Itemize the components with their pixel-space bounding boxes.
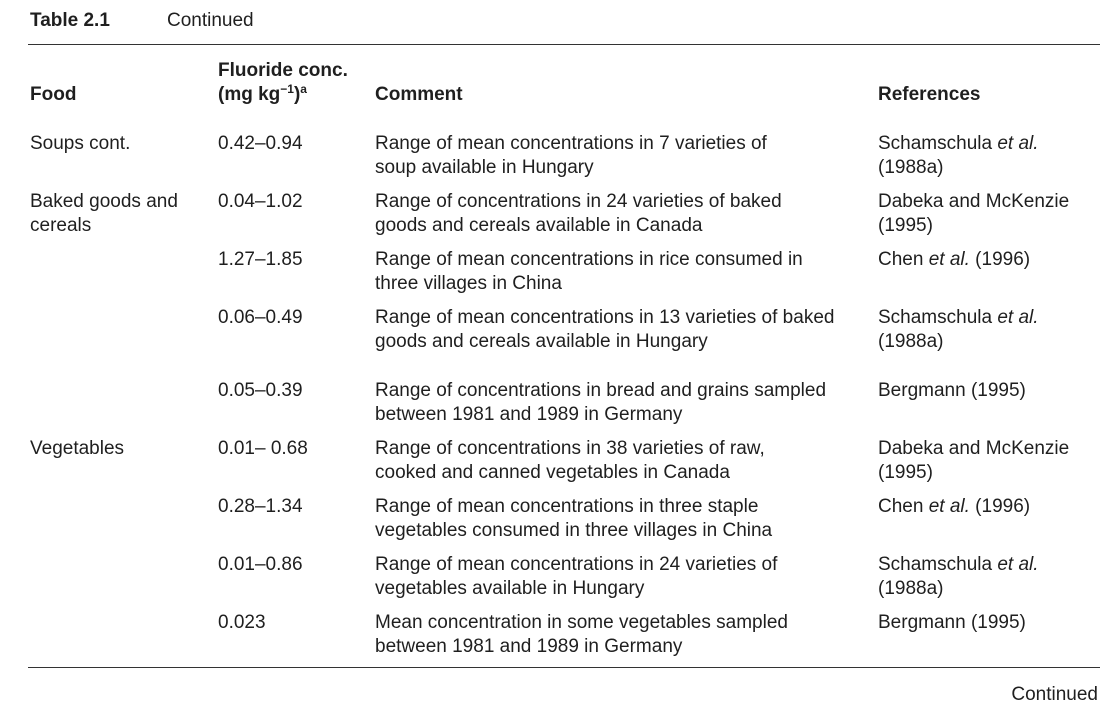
row-conc: 0.04–1.02 [218, 191, 303, 212]
comment-line: goods and cereals available in Hungary [375, 331, 708, 352]
comment-line: three villages in China [375, 273, 562, 294]
reference-year: (1996) [969, 249, 1031, 270]
reference-line [878, 248, 1030, 272]
food-line: cereals [30, 215, 92, 236]
reference-line: (1995) [878, 462, 933, 483]
row-comment [375, 132, 767, 180]
row-conc: 0.023 [218, 612, 266, 633]
row-conc: 0.06–0.49 [218, 307, 303, 328]
reference-line: (1988a) [878, 578, 944, 599]
comment-line: soup available in Hungary [375, 157, 594, 178]
comment-line: Range of mean concentrations in rice consumed in [375, 249, 803, 270]
row-food [30, 437, 124, 461]
row-comment [375, 190, 782, 238]
comment-line: Range of concentrations in 38 varieties of raw, [375, 438, 765, 459]
row-reference [878, 190, 1069, 238]
reference-author: Dabeka and McKenzie [878, 191, 1070, 212]
reference-etal: et al. [928, 249, 970, 270]
row-reference [878, 437, 1069, 485]
reference-line [878, 495, 1030, 519]
comment-line: vegetables available in Hungary [375, 578, 645, 599]
comment-line: Mean concentration in some vegetables sampled [375, 612, 788, 633]
row-conc: 0.01– 0.68 [218, 438, 308, 459]
row-conc: 1.27–1.85 [218, 249, 303, 270]
header-conc-footnote: a [300, 82, 307, 96]
row-comment [375, 437, 765, 485]
reference-line [878, 132, 1039, 156]
row-comment [375, 379, 826, 427]
reference-etal: et al. [997, 307, 1039, 328]
food-line: Vegetables [30, 438, 125, 459]
reference-line [878, 553, 1039, 577]
reference-author: Schamschula [878, 133, 998, 154]
row-conc: 0.42–0.94 [218, 133, 303, 154]
row-comment [375, 553, 777, 601]
row-reference [878, 306, 1039, 354]
row-reference [878, 495, 1030, 519]
row-comment [375, 248, 803, 296]
reference-line: (1988a) [878, 331, 944, 352]
comment-line: Range of mean concentrations in 24 varieties of [375, 554, 778, 575]
header-conc-exponent: −1 [280, 82, 294, 96]
reference-author: Bergmann (1995) [878, 612, 1026, 633]
header-conc-unit: (mg kg [218, 84, 281, 105]
row-reference [878, 611, 1026, 635]
reference-etal: et al. [997, 133, 1039, 154]
comment-line: Range of concentrations in 24 varieties of baked [375, 191, 782, 212]
row-reference [878, 248, 1030, 272]
reference-author: Chen [878, 496, 929, 517]
reference-line [878, 379, 1026, 403]
reference-author: Schamschula [878, 307, 998, 328]
comment-line: Range of concentrations in bread and grains sampled [375, 380, 827, 401]
reference-etal: et al. [928, 496, 970, 517]
reference-author: Bergmann (1995) [878, 380, 1026, 401]
reference-line [878, 611, 1026, 635]
header-conc-close: ) [293, 84, 301, 105]
reference-author: Chen [878, 249, 929, 270]
food-line: Soups cont. [30, 133, 131, 154]
comment-line: goods and cereals available in Canada [375, 215, 703, 236]
reference-line: (1995) [878, 215, 933, 236]
reference-etal: et al. [997, 554, 1039, 575]
reference-author: Dabeka and McKenzie [878, 438, 1070, 459]
caption-continued: Continued [167, 10, 254, 31]
comment-line: between 1981 and 1989 in Germany [375, 404, 683, 425]
comment-line: Range of mean concentrations in 7 varieties of [375, 133, 767, 154]
header-references: References [878, 84, 981, 105]
row-reference [878, 132, 1039, 180]
comment-line: vegetables consumed in three villages in China [375, 520, 773, 541]
row-comment [375, 306, 834, 354]
header-conc-line2 [218, 83, 348, 107]
bottom-rule [28, 667, 1100, 668]
row-conc: 0.28–1.34 [218, 496, 303, 517]
header-food: Food [30, 84, 77, 105]
header-conc-line1: Fluoride conc. [218, 60, 348, 81]
reference-line [878, 306, 1039, 330]
top-rule [28, 44, 1100, 45]
food-line: Baked goods and [30, 191, 178, 212]
row-food [30, 132, 130, 156]
table-caption [30, 10, 254, 32]
table-label: Table 2.1 [30, 10, 110, 31]
comment-line: Range of mean concentrations in 13 varieties of baked [375, 307, 835, 328]
reference-author: Schamschula [878, 554, 998, 575]
footer-continued: Continued [1011, 684, 1098, 705]
reference-year: (1996) [969, 496, 1031, 517]
reference-line [878, 437, 1069, 461]
reference-line [878, 190, 1069, 214]
comment-line: Range of mean concentrations in three staple [375, 496, 759, 517]
row-food [30, 190, 178, 238]
row-conc: 0.01–0.86 [218, 554, 303, 575]
row-comment [375, 495, 772, 543]
row-conc: 0.05–0.39 [218, 380, 303, 401]
row-reference [878, 553, 1039, 601]
comment-line: between 1981 and 1989 in Germany [375, 636, 683, 657]
header-fluoride-conc [218, 59, 348, 107]
row-reference [878, 379, 1026, 403]
row-comment [375, 611, 788, 659]
reference-line: (1988a) [878, 157, 944, 178]
comment-line: cooked and canned vegetables in Canada [375, 462, 730, 483]
header-comment: Comment [375, 84, 463, 105]
